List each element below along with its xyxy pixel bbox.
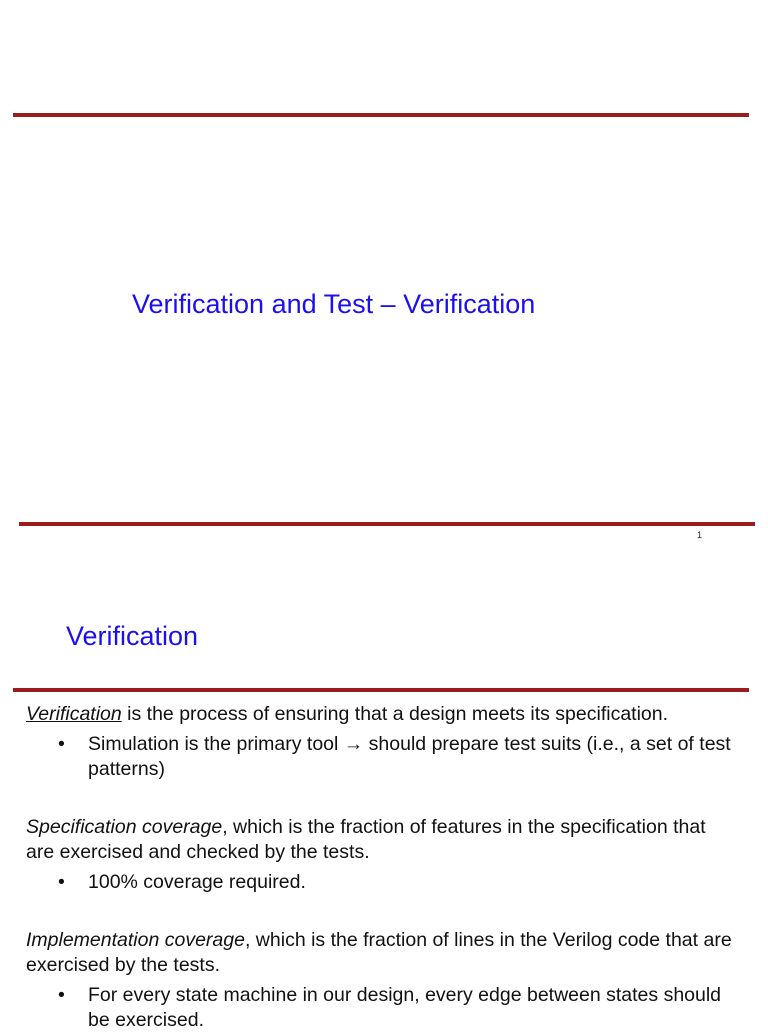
slide2-title: Verification bbox=[66, 621, 199, 651]
bullet-dot: • bbox=[58, 984, 65, 1006]
bullet-simulation bbox=[26, 732, 736, 782]
bullet-dot: • bbox=[58, 733, 65, 755]
implementation-coverage bbox=[26, 928, 736, 978]
slide2-body bbox=[26, 702, 736, 1033]
bullet-simulation-text: Simulation is the primary tool → should prepare test suits (i.e., a set of test patterns) bbox=[88, 733, 731, 780]
specification-coverage-term: Specification coverage bbox=[26, 816, 223, 838]
implementation-coverage-term: Implementation coverage bbox=[26, 929, 245, 951]
verification-definition-text: is the process of ensuring that a design meets its specification. bbox=[121, 703, 669, 725]
page-number: 1 bbox=[697, 530, 703, 540]
verification-term: Verification bbox=[26, 703, 122, 725]
bullet-dot: • bbox=[58, 871, 65, 893]
implementation-coverage-text: , which is the fraction of lines in the Verilog code that are exercised by the tests. bbox=[26, 929, 732, 976]
specification-coverage bbox=[26, 815, 736, 865]
verification-definition bbox=[26, 702, 736, 727]
bullet-state-machine-text: For every state machine in our design, every edge between states should be exercised. bbox=[88, 984, 722, 1031]
bullet-full-coverage-text: 100% coverage required. bbox=[88, 871, 306, 893]
slide1-title: Verification and Test – Verification bbox=[132, 289, 536, 319]
specification-coverage-text: , which is the fraction of features in the specification that are exercised and checked by the tests. bbox=[26, 816, 706, 863]
bullet-full-coverage bbox=[26, 870, 736, 895]
slide1-top-rule bbox=[13, 113, 749, 117]
bullet-state-machine bbox=[26, 983, 736, 1033]
slide2-title-rule bbox=[13, 688, 749, 692]
slide1-bottom-rule bbox=[19, 522, 755, 526]
